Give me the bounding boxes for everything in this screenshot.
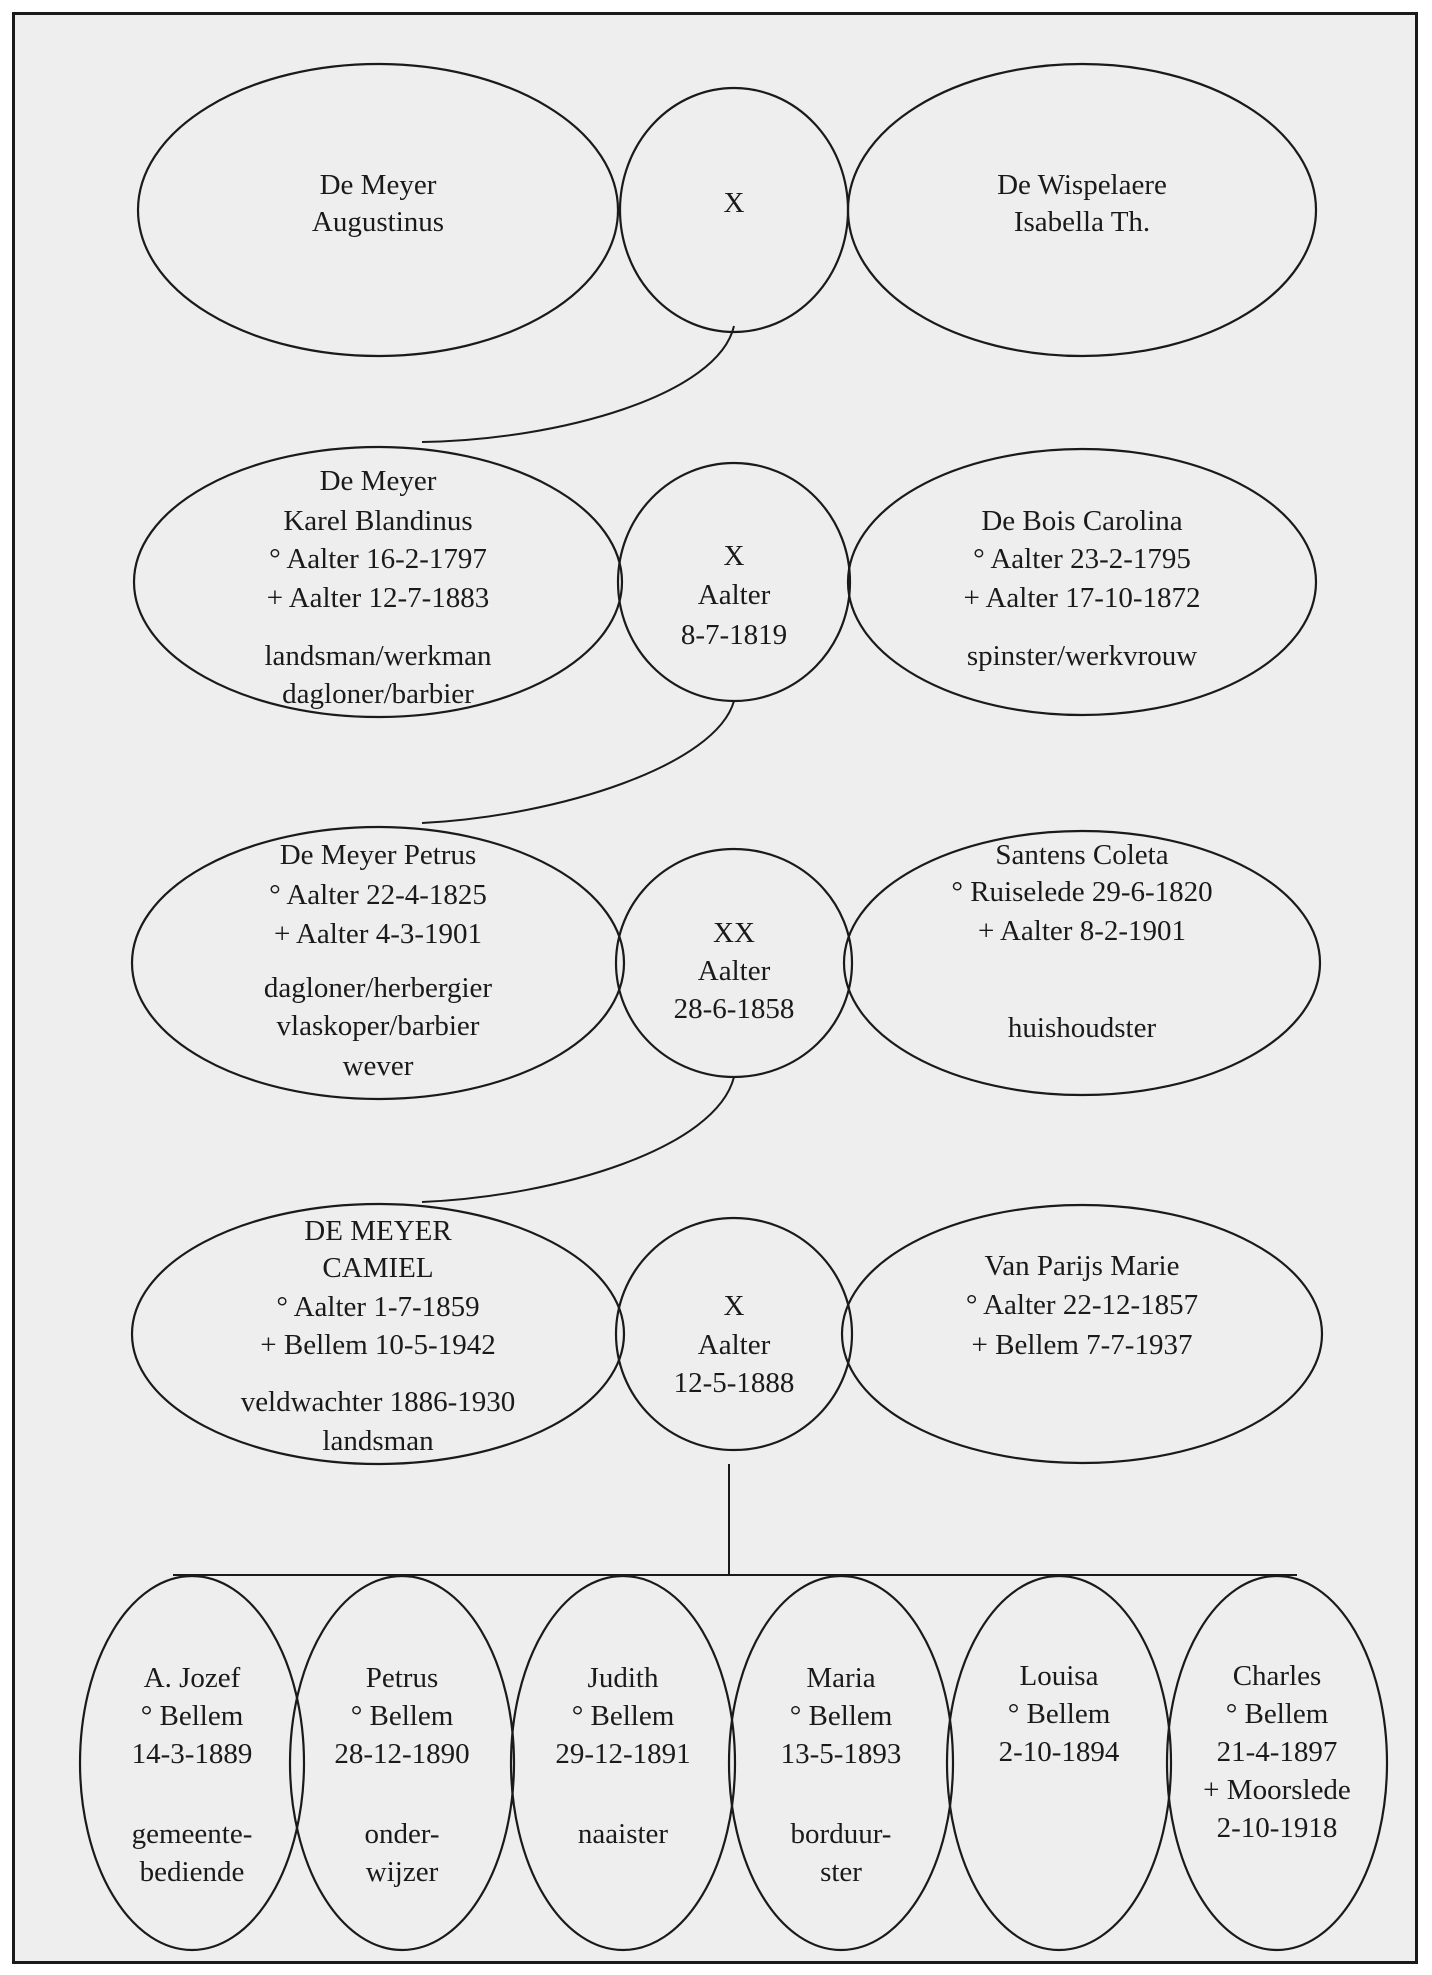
camiel-generation-husband-line-2: CAMIEL xyxy=(322,1252,434,1284)
child-6-line-1: Charles xyxy=(1232,1660,1322,1692)
parents-husband-line-6: wever xyxy=(342,1050,414,1082)
great-grandparents-wife-line-2: Isabella Th. xyxy=(1013,206,1151,238)
child-1-line-5: bediende xyxy=(139,1856,245,1888)
link-gen1-to-gen2 xyxy=(422,326,734,442)
child-6-line-2: ° Bellem xyxy=(1225,1698,1329,1730)
child-2-line-5: wijzer xyxy=(365,1856,439,1888)
grandparents-husband-line-1: De Meyer xyxy=(319,465,437,497)
grandparents-husband-line-2: Karel Blandinus xyxy=(283,505,473,537)
link-gen2-to-gen3 xyxy=(422,701,734,823)
parents-husband-line-1: De Meyer Petrus xyxy=(279,839,477,871)
parents-husband-line-4: dagloner/herbergier xyxy=(263,972,493,1004)
child-1-line-4: gemeente- xyxy=(131,1818,253,1850)
parents-husband-line-3: + Aalter 4-3-1901 xyxy=(273,918,483,950)
grandparents-husband-line-6: dagloner/barbier xyxy=(282,678,474,710)
camiel-generation-husband-line-3: ° Aalter 1-7-1859 xyxy=(276,1291,480,1323)
parents-wife-line-2: ° Ruiselede 29-6-1820 xyxy=(951,876,1213,908)
child-2-line-2: ° Bellem xyxy=(350,1700,454,1732)
grandparents-husband-line-3: ° Aalter 16-2-1797 xyxy=(269,543,487,575)
parents-marriage-line-3: 28-6-1858 xyxy=(673,993,795,1025)
parents-marriage-line-1: XX xyxy=(713,917,755,949)
child-2-line-1: Petrus xyxy=(365,1662,439,1694)
grandparents-wife-line-3: + Aalter 17-10-1872 xyxy=(963,582,1201,614)
camiel-generation-marriage-line-3: 12-5-1888 xyxy=(673,1367,795,1399)
camiel-generation-marriage-line-1: X xyxy=(723,1290,745,1322)
child-1-line-1: A. Jozef xyxy=(143,1662,241,1694)
great-grandparents-wife-line-1: De Wispelaere xyxy=(997,169,1167,201)
great-grandparents-husband-line-2: Augustinus xyxy=(311,206,445,238)
grandparents-wife-line-1: De Bois Carolina xyxy=(981,505,1183,537)
child-1-line-2: ° Bellem xyxy=(140,1700,244,1732)
grandparents-husband-line-4: + Aalter 12-7-1883 xyxy=(266,582,490,614)
child-3-line-2: ° Bellem xyxy=(571,1700,675,1732)
camiel-generation-husband-line-6: landsman xyxy=(322,1425,434,1457)
child-2-line-4: onder- xyxy=(364,1818,440,1850)
child-4-line-4: borduur- xyxy=(790,1818,892,1850)
parents-husband-line-2: ° Aalter 22-4-1825 xyxy=(269,879,487,911)
child-1-line-3: 14-3-1889 xyxy=(131,1738,253,1770)
great-grandparents-marriage-line-1: X xyxy=(723,187,745,219)
grandparents-marriage-line-1: X xyxy=(723,540,745,572)
child-5-line-3: 2-10-1894 xyxy=(998,1736,1120,1768)
grandparents-marriage-line-3: 8-7-1819 xyxy=(680,619,788,651)
child-6-line-3: 21-4-1897 xyxy=(1216,1736,1338,1768)
camiel-generation-husband-line-1: DE MEYER xyxy=(304,1215,452,1247)
great-grandparents-husband-line-1: De Meyer xyxy=(319,169,437,201)
child-4-line-2: ° Bellem xyxy=(789,1700,893,1732)
child-6-line-5: 2-10-1918 xyxy=(1216,1812,1338,1844)
child-5-line-1: Louisa xyxy=(1019,1660,1099,1692)
camiel-generation-wife-line-1: Van Parijs Marie xyxy=(984,1250,1180,1282)
grandparents-marriage-line-2: Aalter xyxy=(697,579,771,611)
parents-wife-line-3: + Aalter 8-2-1901 xyxy=(977,915,1187,947)
parents-wife-line-1: Santens Coleta xyxy=(995,839,1169,871)
child-4-line-3: 13-5-1893 xyxy=(780,1738,902,1770)
child-5-line-2: ° Bellem xyxy=(1007,1698,1111,1730)
grandparents-wife-line-2: ° Aalter 23-2-1795 xyxy=(973,543,1191,575)
camiel-generation-husband-line-4: + Bellem 10-5-1942 xyxy=(260,1329,496,1361)
grandparents-husband-line-5: landsman/werkman xyxy=(264,640,492,672)
camiel-generation-marriage-line-2: Aalter xyxy=(697,1329,771,1361)
child-3-line-4: naaister xyxy=(577,1818,669,1850)
camiel-generation-wife-line-2: ° Aalter 22-12-1857 xyxy=(965,1289,1199,1321)
parents-husband-line-5: vlaskoper/barbier xyxy=(276,1010,480,1042)
child-6-line-4: + Moorslede xyxy=(1203,1774,1351,1806)
child-3-line-1: Judith xyxy=(587,1662,659,1694)
camiel-generation-wife-line-3: + Bellem 7-7-1937 xyxy=(971,1329,1193,1361)
link-gen3-to-gen4 xyxy=(422,1077,734,1202)
child-4-line-5: ster xyxy=(820,1856,862,1888)
grandparents-wife-line-4: spinster/werkvrouw xyxy=(966,640,1198,672)
child-2-line-3: 28-12-1890 xyxy=(334,1738,470,1770)
camiel-generation-husband-line-5: veldwachter 1886-1930 xyxy=(240,1386,516,1418)
child-3-line-3: 29-12-1891 xyxy=(555,1738,691,1770)
parents-marriage-line-2: Aalter xyxy=(697,955,771,987)
child-4-line-1: Maria xyxy=(806,1662,876,1694)
parents-wife-line-4: huishoudster xyxy=(1007,1012,1157,1044)
